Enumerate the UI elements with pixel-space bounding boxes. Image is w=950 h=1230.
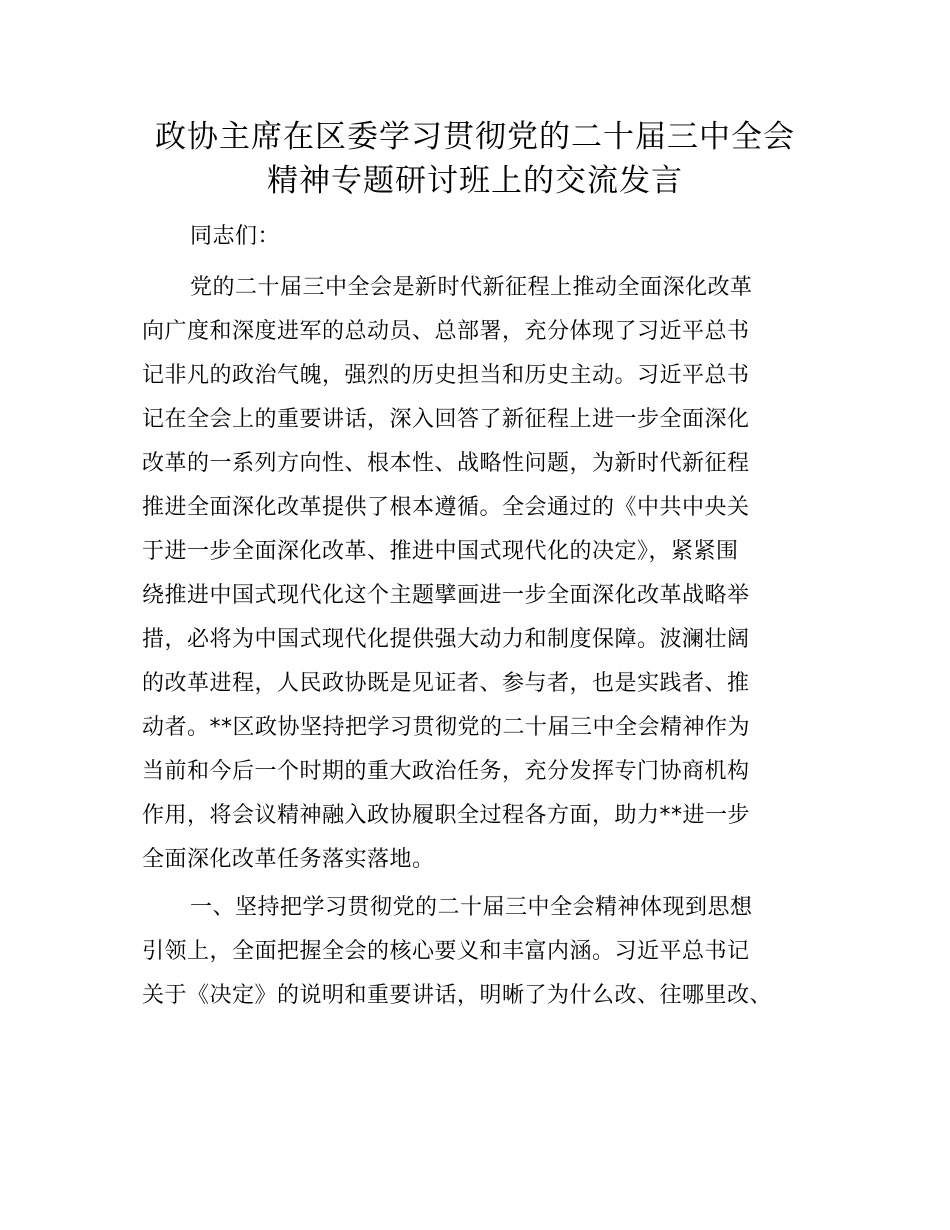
document-title-line-1: 政协主席在区委学习贯彻党的二十届三中全会 [155,119,795,155]
paragraph-1-line: 绕推进中国式现代化这个主题擘画进一步全面深化改革战略举 [142,583,750,608]
paragraph-1-line: 措，必将为中国式现代化提供强大动力和制度保障。波澜壮阔 [142,627,750,652]
paragraph-1-line: 推进全面深化改革提供了根本遵循。全会通过的《中共中央关 [142,495,750,520]
paragraph-1-line: 记在全会上的重要讲话，深入回答了新征程上进一步全面深化 [142,407,750,432]
paragraph-1-line: 的改革进程，人民政协既是见证者、参与者，也是实践者、推 [142,671,750,696]
paragraph-2-line: 关于《决定》的说明和重要讲话，明晰了为什么改、往哪里改、 [142,983,773,1008]
paragraph-1-line: 动者。**区政协坚持把学习贯彻党的二十届三中全会精神作为 [142,715,751,740]
salutation: 同志们： [190,224,281,249]
paragraph-1-line: 记非凡的政治气魄，强烈的历史担当和历史主动。习近平总书 [142,363,750,388]
paragraph-1-line: 于进一步全面深化改革、推进中国式现代化的决定》，紧紧围 [142,539,739,564]
paragraph-1-line: 向广度和深度进军的总动员、总部署，充分体现了习近平总书 [142,319,750,344]
paragraph-1-line: 当前和今后一个时期的重大政治任务，充分发挥专门协商机构 [142,759,750,784]
paragraph-1-line: 改革的一系列方向性、根本性、战略性问题，为新时代新征程 [142,451,750,476]
paragraph-2-line: 一、坚持把学习贯彻党的二十届三中全会精神体现到思想 [190,895,753,920]
paragraph-1-line: 全面深化改革任务落实落地。 [142,847,435,872]
paragraph-1-line: 作用，将会议精神融入政协履职全过程各方面，助力**进一步 [142,803,751,828]
paragraph-1-line: 党的二十届三中全会是新时代新征程上推动全面深化改革 [190,275,753,300]
document-title-line-2: 精神专题研讨班上的交流发言 [267,163,683,199]
paragraph-2-line: 引领上，全面把握全会的核心要义和丰富内涵。习近平总书记 [142,939,750,964]
